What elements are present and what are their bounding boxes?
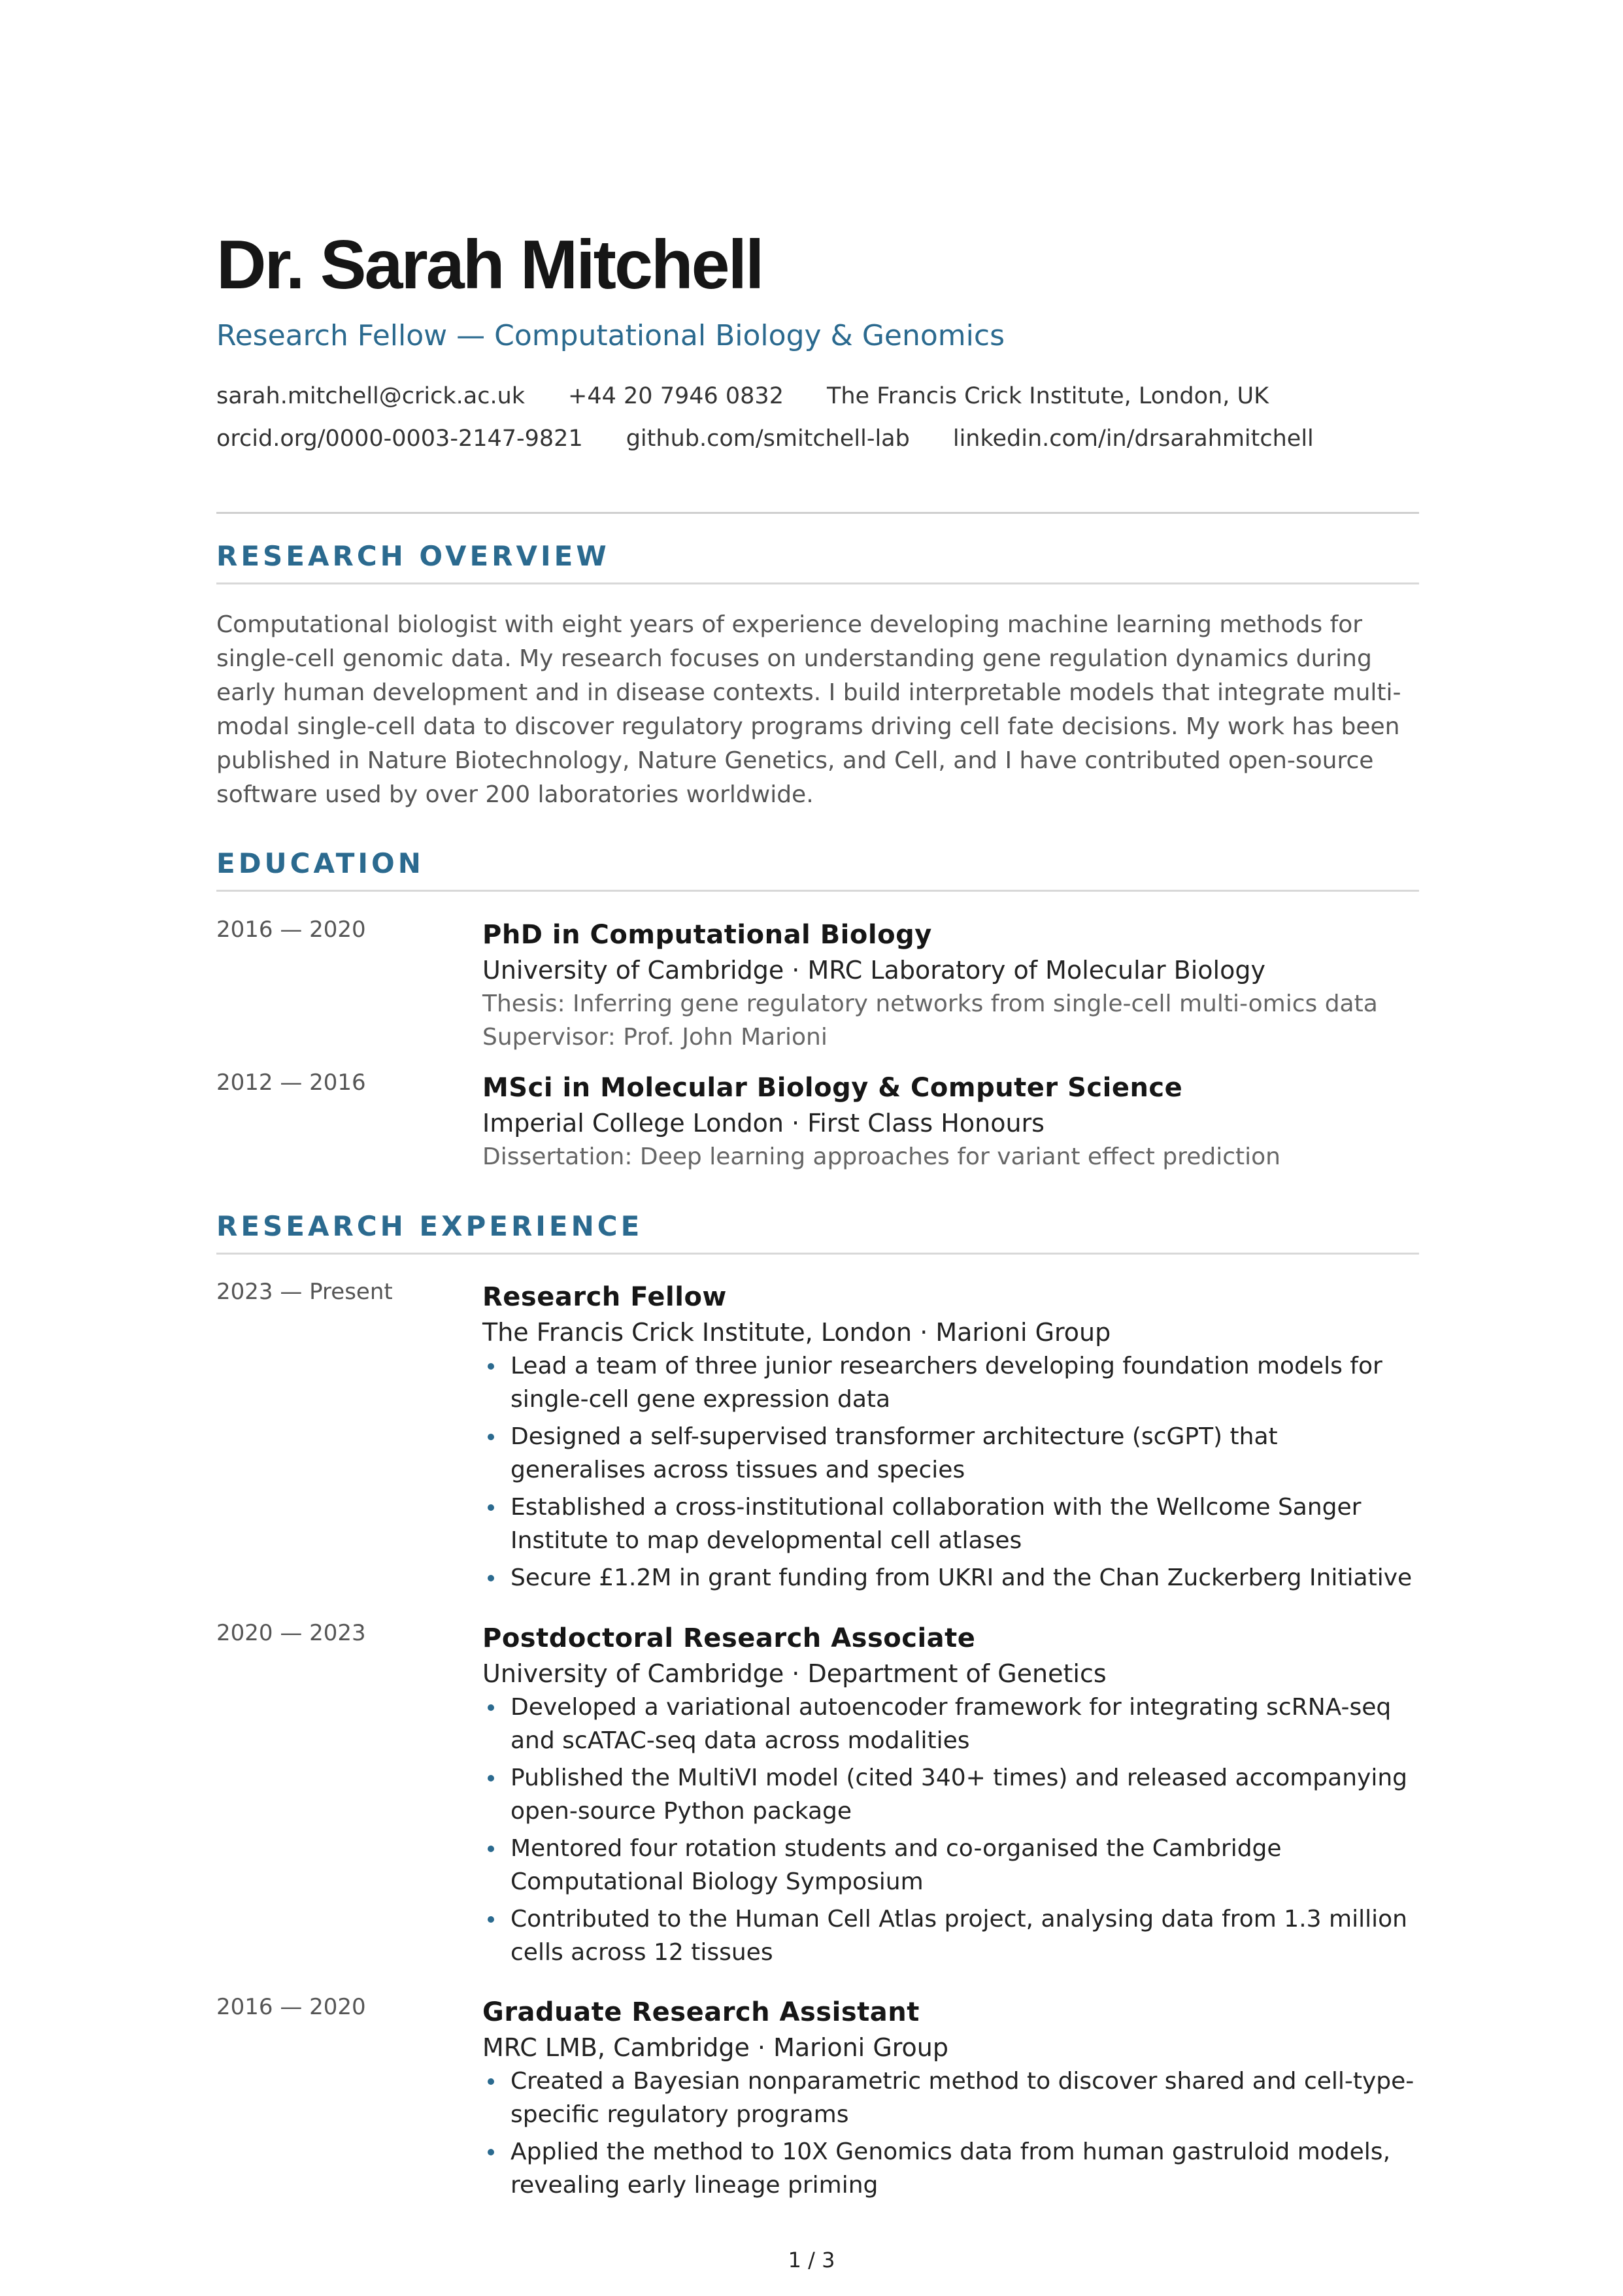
- phone-number[interactable]: +44 20 7946 0832: [568, 383, 784, 409]
- section-title: EDUCATION: [216, 847, 424, 879]
- entry-body: [482, 1620, 1419, 1973]
- role-title: Postdoctoral Research Associate: [482, 1623, 976, 1653]
- supervisor-note: Supervisor: Prof. John Marioni: [482, 1024, 828, 1051]
- entry-body: [482, 1279, 1419, 1598]
- bullet-text: Developed a variational autoencoder framework for integrating scRNA-seq and scATAC-seq data across modalities: [510, 1694, 1392, 1754]
- organization: MRC LMB, Cambridge · Marioni Group: [482, 2033, 949, 2062]
- institution: Imperial College London · First Class Honours: [482, 1109, 1045, 1138]
- list-item: [482, 1349, 1419, 1416]
- bullet-text: Designed a self-supervised transformer architecture (scGPT) that generalises across tissues and species: [510, 1423, 1278, 1483]
- bullet-text: Lead a team of three junior researchers developing foundation models for single-cell gene expression data: [510, 1353, 1382, 1413]
- list-item: [482, 1902, 1419, 1969]
- section-education: [216, 847, 1419, 892]
- role-title: Graduate Research Assistant: [482, 1997, 920, 2027]
- section-divider: [216, 582, 1419, 584]
- bullet-icon: [488, 1916, 494, 1923]
- institution: University of Cambridge · MRC Laboratory of Molecular Biology: [482, 956, 1265, 985]
- location: The Francis Crick Institute, London, UK: [826, 383, 1269, 409]
- contact-row-1: [216, 383, 1269, 409]
- achievement-list: [482, 1691, 1419, 1969]
- role-title: Research Fellow: [482, 1282, 727, 1312]
- list-item: [482, 2065, 1419, 2131]
- entry-dates: 2012 — 2016: [216, 1070, 366, 1096]
- section-research-overview: [216, 540, 1419, 584]
- entry-body: [482, 917, 1419, 1054]
- bullet-icon: [488, 1846, 494, 1852]
- list-item: [482, 1761, 1419, 1828]
- entry-dates: 2016 — 2020: [216, 1994, 366, 2020]
- bullet-text: Applied the method to 10X Genomics data from human gastruloid models, revealing early lineage priming: [510, 2138, 1391, 2199]
- overview-paragraph: Computational biologist with eight years of experience developing machine learning methods for single-cell genomic data. My research focuses on understanding gene regulation dynamics during early human development and in disease contexts. I build interpretable models that integrate multi-modal single-cell data to discover regulatory programs driving cell fate decisions. My work has been published in Nature Biotechnology, Nature Genetics, and Cell, and I have contributed open-source software used by over 200 laboratories worldwide.: [216, 611, 1401, 808]
- dissertation-note: Dissertation: Deep learning approaches for variant effect prediction: [482, 1143, 1280, 1170]
- bullet-icon: [488, 1434, 494, 1440]
- section-divider: [216, 1253, 1419, 1255]
- entry-dates: 2016 — 2020: [216, 917, 366, 943]
- list-item: [482, 1691, 1419, 1757]
- degree-title: PhD in Computational Biology: [482, 920, 932, 950]
- person-name: Dr. Sarah Mitchell: [216, 226, 763, 303]
- degree-title: MSci in Molecular Biology & Computer Science: [482, 1073, 1183, 1103]
- bullet-icon: [488, 1704, 494, 1711]
- achievement-list: [482, 1349, 1419, 1595]
- job-title: Research Fellow — Computational Biology & Genomics: [216, 319, 1005, 352]
- github-link[interactable]: github.com/smitchell-lab: [626, 426, 910, 452]
- bullet-icon: [488, 1775, 494, 1781]
- achievement-list: [482, 2065, 1419, 2202]
- linkedin-link[interactable]: linkedin.com/in/drsarahmitchell: [952, 426, 1314, 452]
- page-number: 1 / 3: [788, 2248, 835, 2272]
- thesis-note: Thesis: Inferring gene regulatory networks from single-cell multi-omics data: [482, 990, 1378, 1017]
- list-item: [482, 1832, 1419, 1899]
- bullet-icon: [488, 1575, 494, 1581]
- email-link[interactable]: sarah.mitchell@crick.ac.uk: [216, 383, 526, 409]
- bullet-icon: [488, 1363, 494, 1370]
- organization: University of Cambridge · Department of Genetics: [482, 1659, 1107, 1688]
- entry-body: [482, 1994, 1419, 2206]
- entry-dates: 2020 — 2023: [216, 1620, 366, 1646]
- entry-dates: 2023 — Present: [216, 1279, 393, 1305]
- section-divider: [216, 890, 1419, 892]
- bullet-text: Secure £1.2M in grant funding from UKRI and the Chan Zuckerberg Initiative: [510, 1564, 1413, 1591]
- section-title: RESEARCH OVERVIEW: [216, 540, 610, 572]
- list-item: [482, 2135, 1419, 2202]
- bullet-icon: [488, 2149, 494, 2155]
- list-item: [482, 1561, 1419, 1595]
- section-title: RESEARCH EXPERIENCE: [216, 1210, 643, 1242]
- orcid-link[interactable]: orcid.org/0000-0003-2147-9821: [216, 426, 583, 452]
- section-research-experience: [216, 1210, 1419, 1255]
- list-item: [482, 1420, 1419, 1487]
- header-divider: [216, 512, 1419, 514]
- organization: The Francis Crick Institute, London · Marioni Group: [482, 1318, 1111, 1347]
- bullet-icon: [488, 1504, 494, 1511]
- bullet-icon: [488, 2078, 494, 2085]
- bullet-text: Published the MultiVI model (cited 340+ times) and released accompanying open-source Python package: [510, 1764, 1407, 1825]
- bullet-text: Mentored four rotation students and co-organised the Cambridge Computational Biology Symposium: [510, 1835, 1282, 1895]
- bullet-text: Created a Bayesian nonparametric method to discover shared and cell-type-specific regulatory programs: [510, 2068, 1414, 2128]
- bullet-text: Contributed to the Human Cell Atlas project, analysing data from 1.3 million cells across 12 tissues: [510, 1906, 1407, 1966]
- list-item: [482, 1491, 1419, 1557]
- bullet-text: Established a cross-institutional collaboration with the Wellcome Sanger Institute to map developmental cell atlases: [510, 1494, 1362, 1554]
- entry-body: [482, 1070, 1419, 1173]
- contact-row-2: [216, 426, 1314, 452]
